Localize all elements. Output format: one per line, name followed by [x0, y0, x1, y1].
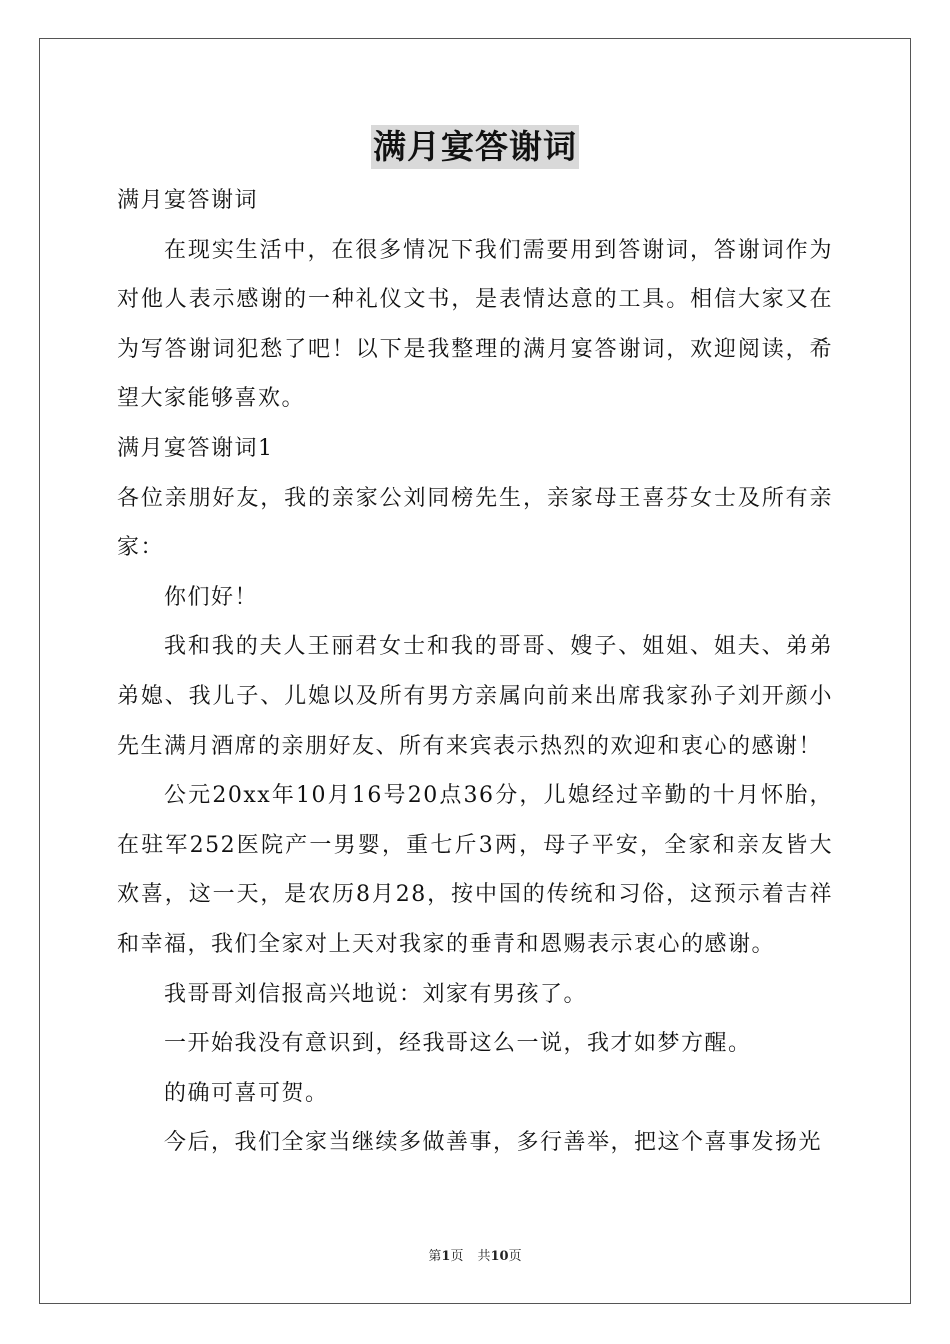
document-body — [117, 176, 833, 1168]
current-page-number: 1 — [441, 1249, 451, 1264]
paragraph: 我哥哥刘信报高兴地说：刘家有男孩了。 — [164, 981, 588, 1007]
page-footer — [0, 1248, 950, 1266]
total-prefix: 共 — [477, 1249, 491, 1264]
paragraph: 今后，我们全家当继续多做善事，多行善举，把这个喜事发扬光 — [164, 1130, 823, 1156]
page-prefix: 第 — [428, 1249, 442, 1264]
paragraph: 一开始我没有意识到，经我哥这么一说，我才如梦方醒。 — [164, 1031, 752, 1057]
paragraph: 满月宴答谢词 — [117, 188, 259, 213]
total-page-number: 10 — [490, 1249, 509, 1264]
paragraph: 公元20xx年10月16号20点36分，儿媳经过辛勤的十月怀胎，在驻军252医院产一男婴，重七斤3两，母子平安，全家和亲友皆大欢喜，这一天，是农历8月28，按中国的传统和习俗，这预示着吉祥和幸福，我们全家对上天对我家的垂青和恩赐表示衷心的感谢。 — [117, 783, 833, 957]
paragraph: 在现实生活中，在很多情况下我们需要用到答谢词，答谢词作为对他人表示感谢的一种礼仪文书，是表情达意的工具。相信大家又在为写答谢词犯愁了吧！以下是我整理的满月宴答谢词，欢迎阅读，希望大家能够喜欢。 — [117, 237, 833, 412]
paragraph: 你们好！ — [164, 584, 259, 610]
paragraph: 各位亲朋好友，我的亲家公刘同榜先生，亲家母王喜芬女士及所有亲家： — [117, 485, 833, 561]
paragraph: 的确可喜可贺。 — [164, 1080, 329, 1106]
total-suffix: 页 — [508, 1249, 522, 1264]
paragraph: 我和我的夫人王丽君女士和我的哥哥、嫂子、姐姐、姐夫、弟弟弟媳、我儿子、儿媳以及所有男方亲属向前来出席我家孙子刘开颜小先生满月酒席的亲朋好友、所有来宾表示热烈的欢迎和衷心的感谢！ — [117, 634, 833, 759]
title-container — [0, 125, 950, 169]
document-title: 满月宴答谢词 — [371, 125, 579, 169]
paragraph: 满月宴答谢词1 — [117, 435, 274, 461]
page-suffix: 页 — [450, 1249, 464, 1264]
